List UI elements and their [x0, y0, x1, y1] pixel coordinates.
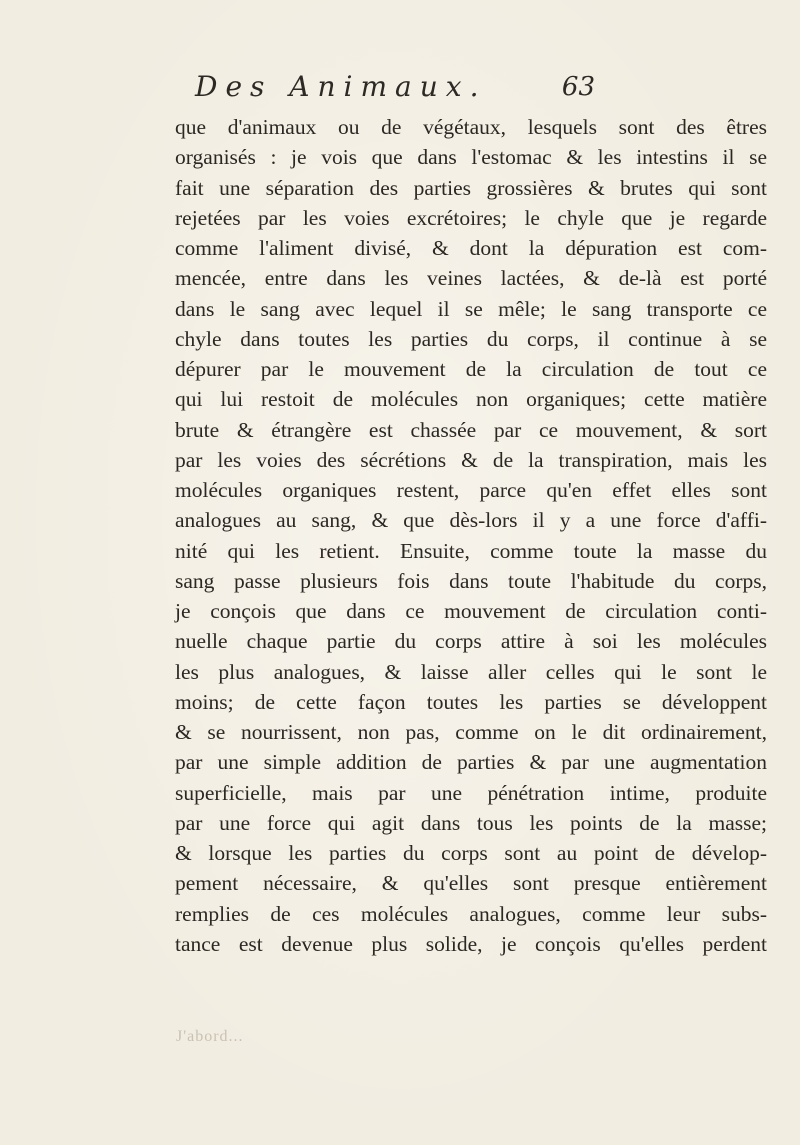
text-line: je conçois que dans ce mouvement de circulation conti-	[175, 599, 767, 623]
text-line: analogues au sang, & que dès-lors il y a une force d'affi-	[175, 508, 767, 533]
text-line: chyle dans toutes les parties du corps, il continue à se	[175, 326, 767, 351]
text-line: dans le sang avec lequel il se mêle; le sang transporte ce	[175, 296, 767, 321]
text-line: les plus analogues, & laisse aller celles qui le sont le	[175, 659, 767, 684]
text-line: nuelle chaque partie du corps attire à soi les molécules	[175, 629, 767, 654]
text-line: mencée, entre dans les veines lactées, & de-là est porté	[175, 266, 767, 291]
running-title: Des Animaux.	[195, 70, 487, 103]
text-line: molécules organiques restent, parce qu'en effet elles sont	[175, 478, 767, 502]
text-line: sang passe plusieurs fois dans toute l'habitude du corps,	[175, 568, 767, 593]
text-line: tance est devenue plus solide, je conçois qu'elles perdent	[175, 931, 767, 956]
text-line: par une force qui agit dans tous les points de la masse;	[175, 810, 767, 835]
text-line: organisés : je vois que dans l'estomac & les intestins il se	[175, 145, 767, 170]
body-text	[175, 112, 767, 959]
text-line: pement nécessaire, & qu'elles sont presque entièrement	[175, 871, 767, 896]
text-line: & lorsque les parties du corps sont au point de dévelop-	[175, 841, 767, 865]
running-head	[195, 70, 595, 106]
text-line: par les voies des sécrétions & de la transpiration, mais les	[175, 447, 767, 472]
text-line: dépurer par le mouvement de la circulation de tout ce	[175, 357, 767, 381]
text-line: fait une séparation des parties grossières & brutes qui sont	[175, 175, 767, 200]
catchword: J'abord...	[176, 1028, 244, 1045]
text-line: superficielle, mais par une pénétration intime, produite	[175, 780, 767, 805]
text-line: comme l'aliment divisé, & dont la dépuration est com-	[175, 236, 767, 260]
text-line: remplies de ces molécules analogues, comme leur subs-	[175, 901, 767, 926]
text-line: brute & étrangère est chassée par ce mouvement, & sort	[175, 417, 767, 442]
text-line: nité qui les retient. Ensuite, comme toute la masse du	[175, 538, 767, 563]
text-line: qui lui restoit de molécules non organiques; cette matière	[175, 387, 767, 412]
text-line: & se nourrissent, non pas, comme on le dit ordinairement,	[175, 720, 767, 744]
page-number: 63	[561, 72, 595, 102]
text-line: moins; de cette façon toutes les parties se développent	[175, 689, 767, 714]
text-line: rejetées par les voies excrétoires; le chyle que je regarde	[175, 205, 767, 230]
text-line: que d'animaux ou de végétaux, lesquels sont des êtres	[175, 115, 767, 139]
text-line: par une simple addition de parties & par une augmentation	[175, 750, 767, 775]
